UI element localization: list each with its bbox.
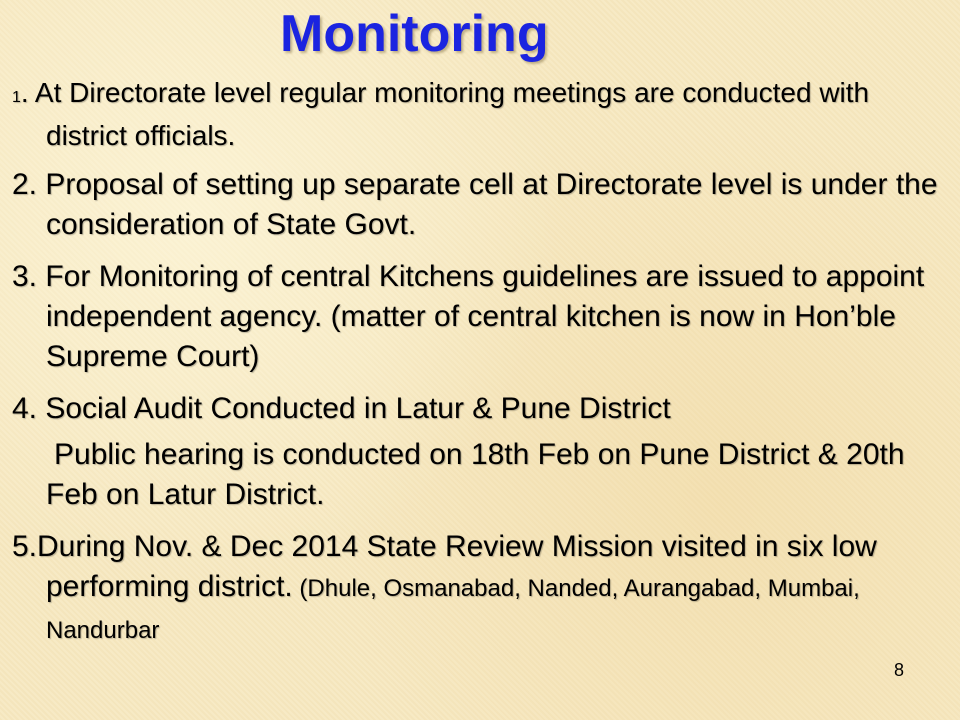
list-item-5	[12, 527, 947, 651]
list-item-4-continuation	[12, 435, 947, 515]
item-text: 5.During Nov. & Dec 2014 State Review Mission visited in six low performing district.	[12, 530, 877, 603]
list-item-2: 2. Proposal of setting up separate cell at Directorate level is under the consideration of State Govt.	[12, 168, 938, 241]
list-item-4: 4. Social Audit Conducted in Latur & Pune District	[12, 392, 671, 425]
item-text: . At Directorate level regular monitoring meetings are conducted with district officials.	[20, 77, 870, 151]
slide-title: Monitoring	[280, 5, 549, 63]
item-text: Public hearing is conducted on 18th Feb on Pune District & 20th Feb on Latur District.	[46, 438, 905, 511]
item-number: 1	[12, 89, 21, 106]
list-item-3: 3. For Monitoring of central Kitchens guidelines are issued to appoint independent agency. (matter of central kitchen is now in Hon’ble Supreme Court)	[12, 260, 925, 373]
list-item-1	[12, 74, 947, 155]
item-district-list: (Dhule, Osmanabad, Nanded, Aurangabad, Mumbai, Nandurbar	[46, 575, 860, 644]
slide-content	[12, 74, 947, 663]
page-number: 8	[893, 660, 904, 680]
